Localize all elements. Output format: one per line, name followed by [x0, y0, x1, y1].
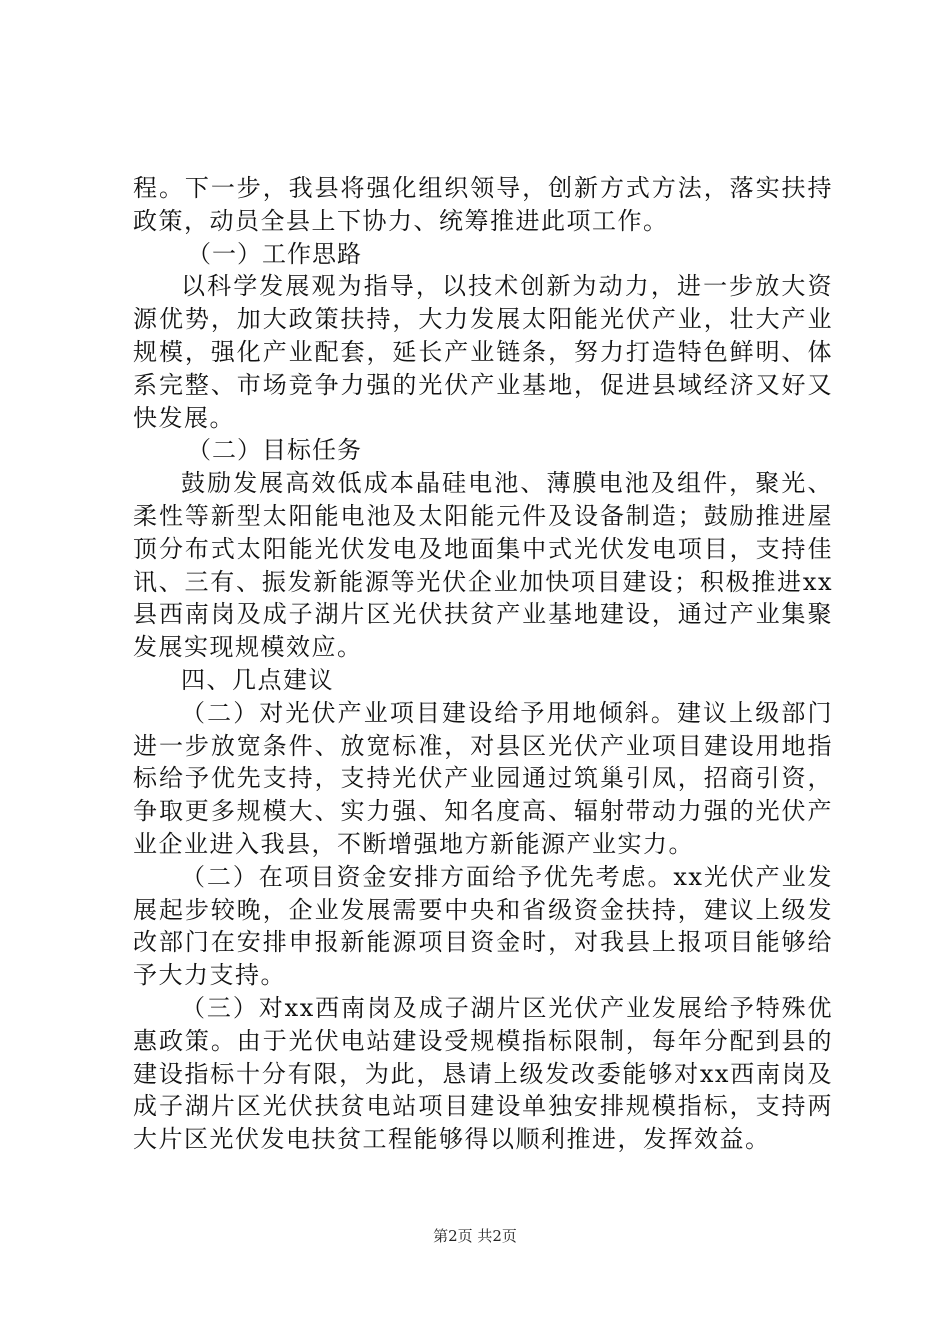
- document-body: [133, 172, 833, 1156]
- heading-suggestions: 四、几点建议: [181, 665, 334, 694]
- heading-work-ideas: （一）工作思路: [187, 239, 362, 268]
- paragraph-suggestion-policy: （三）对xx西南岗及成子湖片区光伏产业发展给予特殊优惠政策。由于光伏电站建设受规模指标限制，每年分配到县的建设指标十分有限，为此，恳请上级发改委能够对xx西南岗及成子湖片区光伏扶贫电站项目建设单独安排规模指标，支持两大片区光伏发电扶贫工程能够得以顺利推进，发挥效益。: [133, 993, 833, 1154]
- page-number-footer: 第2页 共2页: [433, 1227, 517, 1245]
- heading-goals: （二）目标任务: [187, 436, 362, 465]
- paragraph-work-ideas: 以科学发展观为指导，以技术创新为动力，进一步放大资源优势，加大政策扶持，大力发展太阳能光伏产业，壮大产业规模，强化产业配套，延长产业链条，努力打造特色鲜明、体系完整、市场竞争力强的光伏产业基地，促进县域经济又好又快发展。: [133, 272, 833, 432]
- paragraph-suggestion-land: （二）对光伏产业项目建设给予用地倾斜。建议上级部门进一步放宽条件、放宽标准，对县区光伏产业项目建设用地指标给予优先支持，支持光伏产业园通过筑巢引凤，招商引资，争取更多规模大、实力强、知名度高、辐射带动力强的光伏产业企业进入我县，不断增强地方新能源产业实力。: [133, 698, 833, 858]
- paragraph-suggestion-funding: （二）在项目资金安排方面给予优先考虑。xx光伏产业发展起步较晚，企业发展需要中央和省级资金扶持，建议上级发改部门在安排申报新能源项目资金时，对我县上报项目能够给予大力支持。: [133, 862, 833, 990]
- paragraph-goals: 鼓励发展高效低成本晶硅电池、薄膜电池及组件，聚光、柔性等新型太阳能电池及太阳能元件及设备制造；鼓励推进屋顶分布式太阳能光伏发电及地面集中式光伏发电项目，支持佳讯、三有、振发新能源等光伏企业加快项目建设；积极推进xx县西南岗及成子湖片区光伏扶贫产业基地建设，通过产业集聚发展实现规模效应。: [133, 469, 833, 662]
- paragraph-continuation: 程。下一步，我县将强化组织领导，创新方式方法，落实扶持政策，动员全县上下协力、统筹推进此项工作。: [133, 174, 833, 235]
